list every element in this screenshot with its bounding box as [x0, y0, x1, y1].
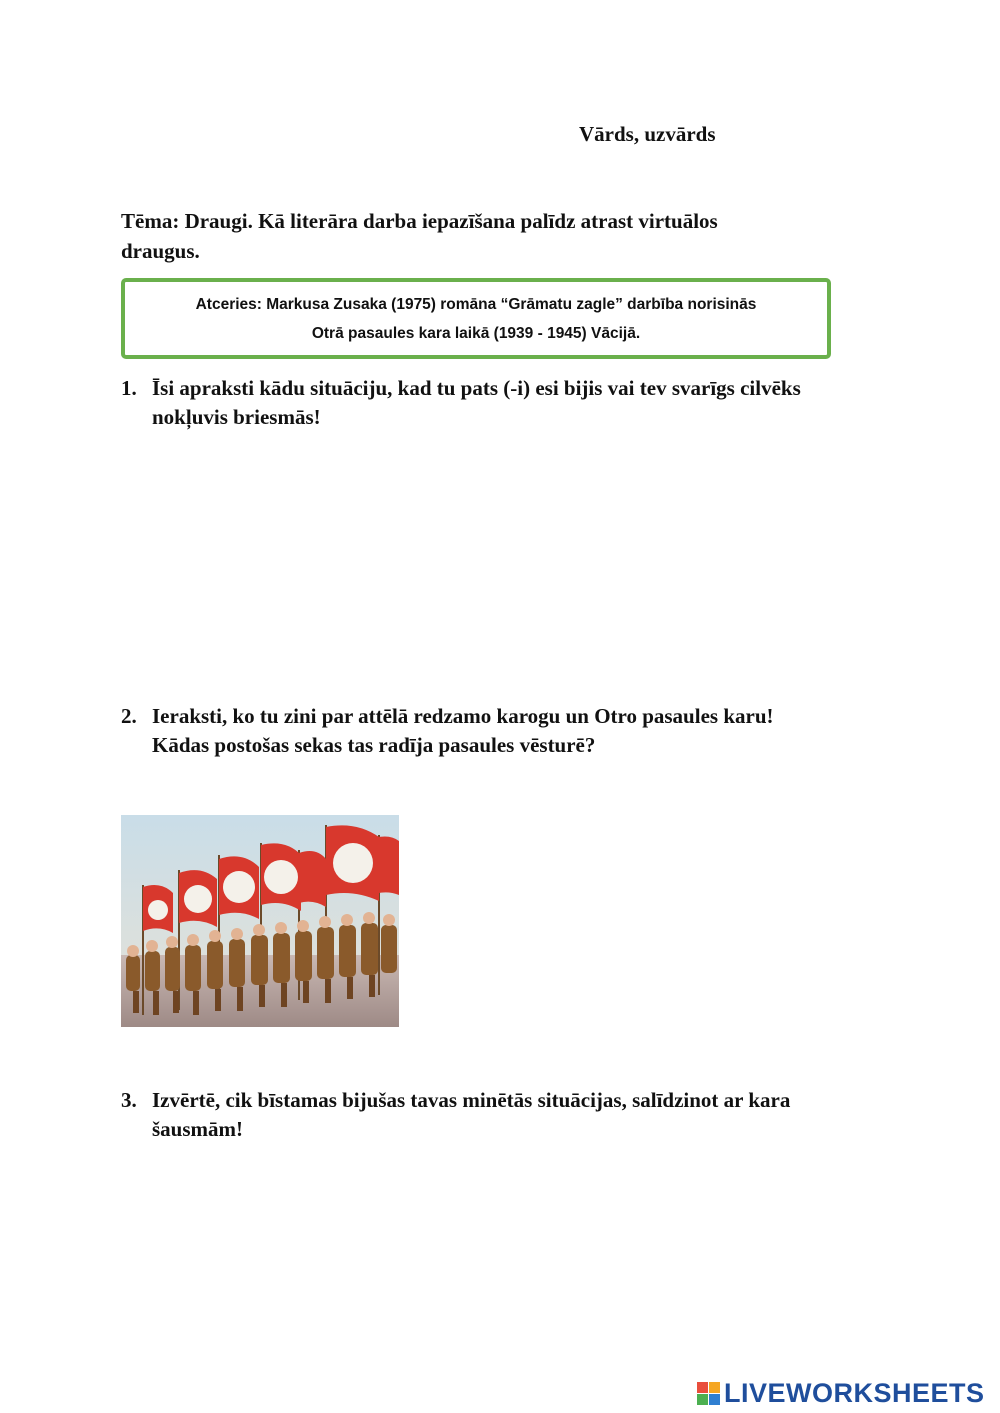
question-text: Kādas postošas sekas tas radīja pasaules vēsturē? — [152, 733, 596, 757]
reminder-line: Otrā pasaules kara laikā (1939 - 1945) Vācijā. — [311, 324, 641, 342]
question-text: Izvērtē, cik bīstamas bijušas tavas minētās situācijas, salīdzinot ar kara — [152, 1088, 791, 1112]
question-2 — [121, 702, 891, 760]
liveworksheets-brand — [697, 1376, 985, 1410]
topic-line: draugus. — [121, 239, 200, 263]
question-text: Ieraksti, ko tu zini par attēlā redzamo karogu un Otro pasaules karu! — [152, 704, 774, 728]
question-number: 3. — [121, 1088, 137, 1112]
liveworksheets-logo-icon — [697, 1382, 720, 1405]
topic-heading — [121, 206, 821, 266]
question-number: 2. — [121, 704, 137, 728]
question-3 — [121, 1086, 891, 1144]
question-number: 1. — [121, 376, 137, 400]
historical-photo — [121, 815, 399, 1027]
reminder-box — [121, 278, 831, 359]
question-text: nokļuvis briesmās! — [152, 405, 321, 429]
question-text: šausmām! — [152, 1117, 244, 1141]
question-text: Īsi apraksti kādu situāciju, kad tu pats (-i) esi bijis vai tev svarīgs cilvēks — [152, 376, 801, 400]
brand-text: LIVEWORKSHEETS — [724, 1377, 985, 1408]
name-label: Vārds, uzvārds — [579, 122, 716, 146]
question-1 — [121, 374, 891, 432]
topic-line: Tēma: Draugi. Kā literāra darba iepazīšana palīdz atrast virtuālos — [121, 209, 718, 233]
reminder-line: Atceries: Markusa Zusaka (1975) romāna “Grāmatu zagle” darbība norisinās — [195, 295, 757, 313]
